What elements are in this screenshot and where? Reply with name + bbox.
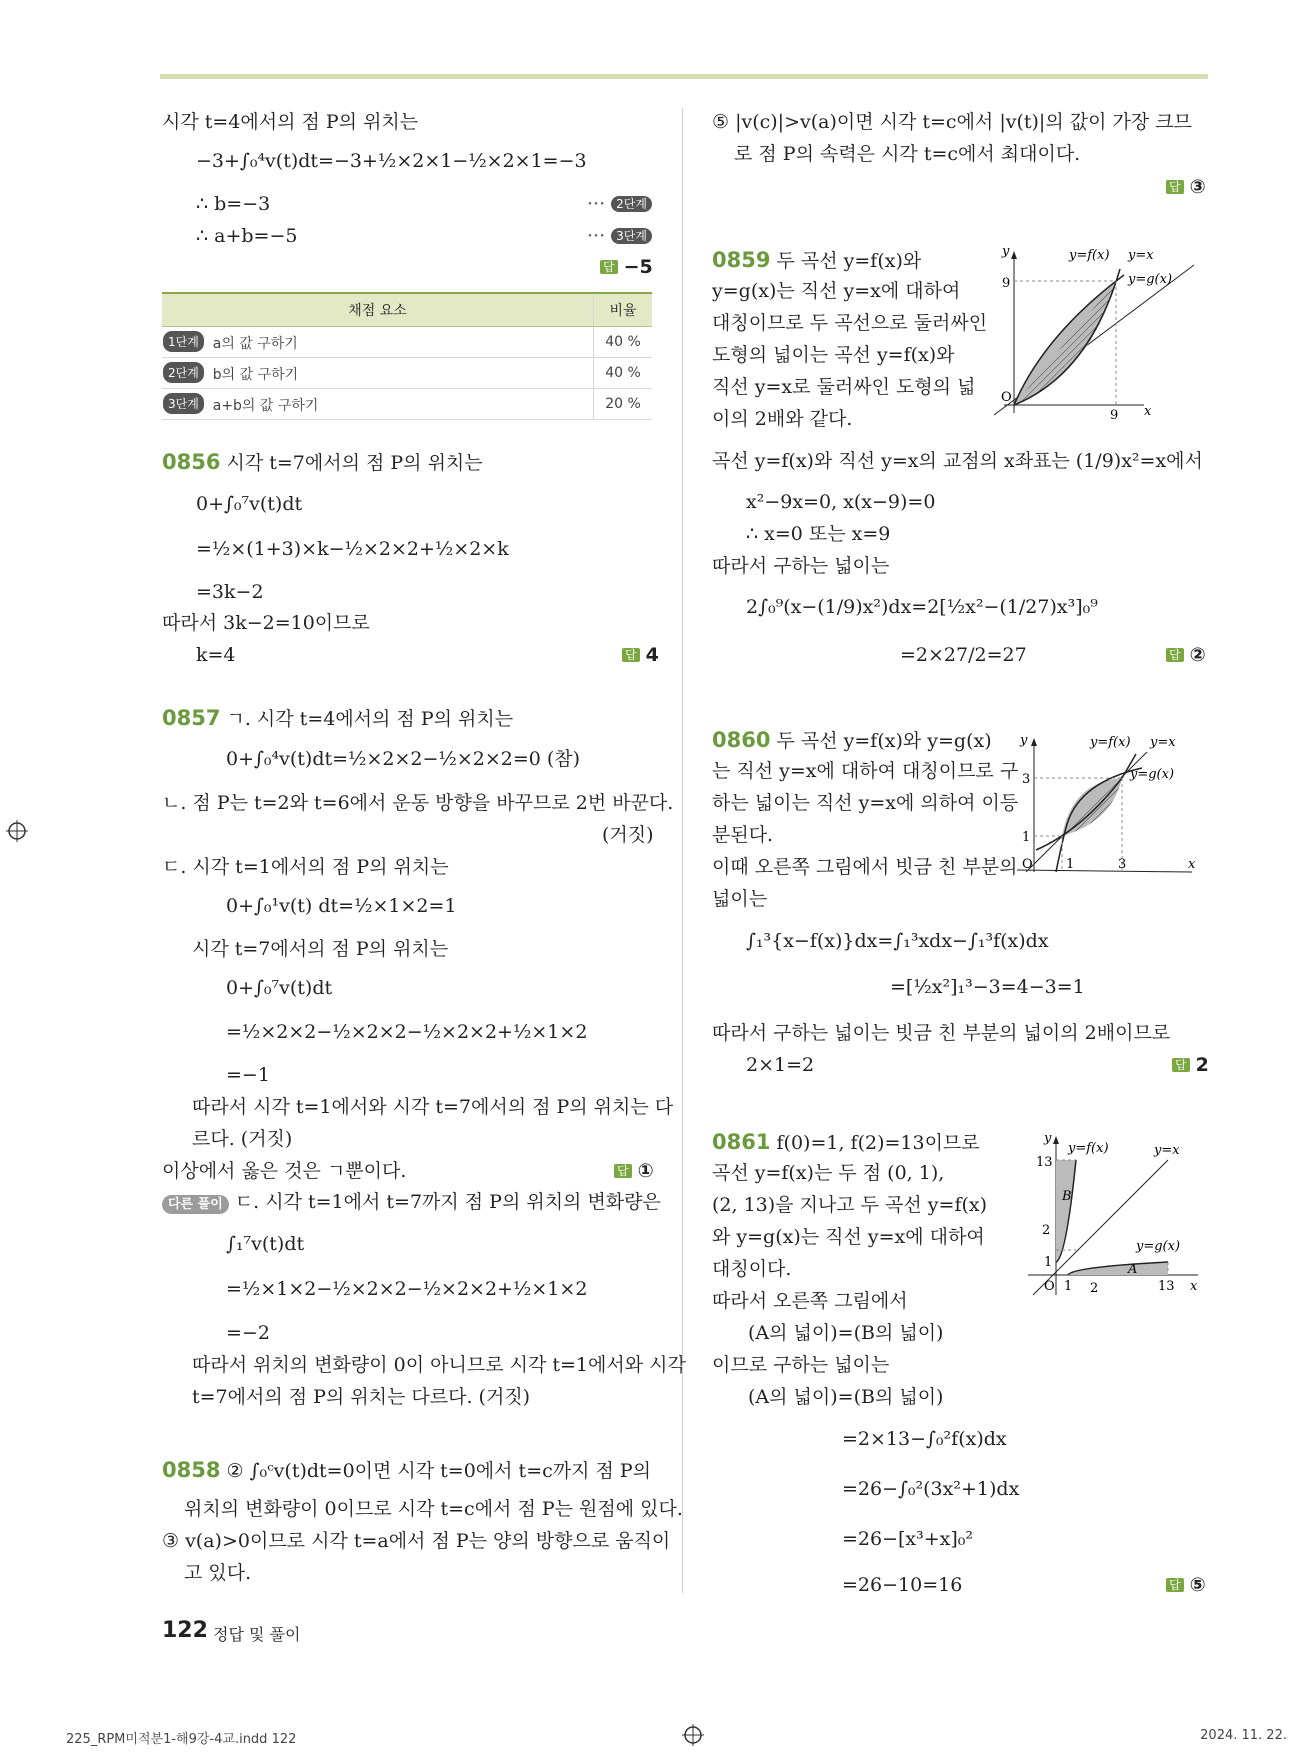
registration-mark-icon — [6, 820, 28, 842]
label-9x: 9 — [1110, 408, 1119, 423]
label-2y: 2 — [1042, 1223, 1051, 1238]
label-gx: y=g(x) — [1128, 272, 1173, 287]
problem-number: 0857 — [162, 706, 221, 730]
answer-badge: 답 — [1166, 180, 1184, 194]
scoring-table — [162, 292, 652, 420]
math-line: 2×1=2 — [746, 1054, 815, 1076]
math-line: =2×13−∫₀²f(x)dx — [842, 1428, 1007, 1450]
text-line: 시각 t=4에서의 점 P의 위치는 — [162, 111, 419, 133]
problem-0859 — [712, 250, 921, 271]
label-y: y — [1044, 1131, 1052, 1146]
problem-0860 — [712, 730, 992, 751]
y-arrow-icon — [1011, 251, 1017, 259]
page-label: 정답 및 풀이 — [213, 1625, 301, 1644]
text-line: 시각 t=7에서의 점 P의 위치는 — [192, 938, 449, 960]
label-origin: O — [1022, 857, 1033, 872]
answer-badge: 답 — [614, 1164, 632, 1178]
text-line: 따라서 위치의 변화량이 0이 아니므로 시각 t=1에서와 시각 — [192, 1354, 686, 1376]
label-origin: O — [1044, 1279, 1055, 1294]
math-line: ∫₁³{x−f(x)}dx=∫₁³xdx−∫₁³f(x)dx — [746, 930, 1049, 952]
table-header: 비율 — [594, 293, 653, 327]
text-line: 이때 오른쪽 그림에서 빗금 친 부분의 — [712, 856, 1018, 878]
label-y: y — [1020, 733, 1028, 748]
page-number: 122 — [162, 1618, 208, 1643]
math-line: k=4 — [196, 644, 236, 666]
math-line: =[½x²]₁³−3=4−3=1 — [890, 976, 1085, 998]
math-line: ∫₁⁷v(t)dt — [226, 1233, 305, 1255]
table-cell: 40 % — [594, 327, 653, 358]
text-line: 대칭이므로 두 곡선으로 둘러싸인 — [712, 312, 988, 334]
label-1x: 1 — [1064, 1279, 1073, 1294]
graph-0860 — [1012, 732, 1208, 872]
text-line: 직선 y=x로 둘러싸인 도형의 넓 — [712, 376, 976, 398]
math-line: ∴ x=0 또는 x=9 — [746, 523, 891, 545]
text-line: 르다. (거짓) — [192, 1128, 293, 1150]
step-marker: ··· 2단계 — [587, 195, 652, 214]
step-marker: ··· 3단계 — [587, 227, 652, 246]
math-line: (A의 넓이)=(B의 넓이) — [748, 1322, 944, 1344]
answer-badge: 답 — [622, 648, 640, 662]
text-line: 는 직선 y=x에 대하여 대칭이므로 구 — [712, 760, 1019, 782]
problem-0856 — [162, 452, 483, 473]
answer — [1166, 646, 1206, 665]
text-line: f(0)=1, f(2)=13이므로 — [776, 1132, 980, 1154]
text-line: 따라서 시각 t=1에서와 시각 t=7에서의 점 P의 위치는 다 — [192, 1096, 674, 1118]
answer-value: ① — [637, 1160, 654, 1182]
step-badge: 3단계 — [611, 228, 652, 244]
alt-solution-badge: 다른 풀이 — [162, 1195, 229, 1214]
problem-number: 0859 — [712, 248, 771, 272]
math-line: 0+∫₀⁷v(t)dt — [226, 977, 333, 999]
text-line: 이의 2배와 같다. — [712, 408, 853, 430]
text-line: 로 점 P의 속력은 시각 t=c에서 최대이다. — [734, 143, 1081, 165]
math-line: ∴ b=−3 — [196, 193, 271, 215]
text-line: 두 곡선 y=f(x)와 y=g(x) — [776, 730, 992, 752]
area-A — [1068, 1262, 1168, 1275]
text-line: 두 곡선 y=f(x)와 — [776, 250, 922, 272]
text-line: 시각 t=7에서의 점 P의 위치는 — [226, 452, 483, 474]
label-yx: y=x — [1150, 735, 1176, 750]
text-line: ㄷ. 시각 t=1에서의 점 P의 위치는 — [162, 856, 449, 878]
label-y: y — [1002, 244, 1010, 259]
text-line: 이상에서 옳은 것은 ㄱ뿐이다. — [162, 1160, 407, 1182]
answer-value: ③ — [1189, 176, 1206, 198]
math-line: =½×2×2−½×2×2−½×2×2+½×1×2 — [226, 1021, 588, 1043]
label-2x: 2 — [1090, 1281, 1099, 1296]
text-line: ㄱ. 시각 t=4에서의 점 P의 위치는 — [226, 708, 514, 730]
label-3x: 3 — [1118, 857, 1127, 872]
problem-0861 — [712, 1132, 980, 1153]
table-cell: a의 값 구하기 — [212, 336, 298, 352]
answer — [600, 258, 653, 277]
math-line: =26−10=16 — [842, 1574, 963, 1596]
text-line: 넓이는 — [712, 888, 768, 910]
text-line: y=g(x)는 직선 y=x에 대하여 — [712, 280, 961, 302]
text-line: 와 y=g(x)는 직선 y=x에 대하여 — [712, 1226, 985, 1248]
label-x: x — [1144, 404, 1152, 419]
answer-badge: 답 — [1166, 1578, 1184, 1592]
label-1y: 1 — [1044, 1255, 1053, 1270]
table-row — [162, 358, 652, 389]
text-line: (거짓) — [602, 824, 654, 846]
step-badge: 3단계 — [163, 393, 204, 414]
math-line: =½×1×2−½×2×2−½×2×2+½×1×2 — [226, 1278, 588, 1300]
text-line: 따라서 구하는 넓이는 빗금 친 부분의 넓이의 2배이므로 — [712, 1022, 1171, 1044]
answer-value: 2 — [1195, 1054, 1209, 1076]
label-9y: 9 — [1002, 276, 1011, 291]
step-badge: 2단계 — [611, 196, 652, 212]
file-slug: 225_RPM미적분1-해9강-4교.indd 122 — [66, 1732, 297, 1747]
text-line: 곡선 y=f(x)와 직선 y=x의 교점의 x좌표는 (1/9)x²=x에서 — [712, 450, 1203, 472]
math-line: −3+∫₀⁴v(t)dt=−3+½×2×1−½×2×1=−3 — [196, 150, 587, 172]
label-13x: 13 — [1158, 1279, 1175, 1294]
answer — [1166, 178, 1206, 197]
math-line: =−2 — [226, 1322, 270, 1344]
math-line: (A의 넓이)=(B의 넓이) — [748, 1386, 944, 1408]
step-badge: 1단계 — [163, 331, 204, 352]
label-origin: O — [1001, 390, 1012, 405]
text-line: 따라서 3k−2=10이므로 — [162, 612, 370, 634]
answer — [1166, 1576, 1206, 1595]
math-line: 0+∫₀⁷v(t)dt — [196, 493, 303, 515]
table-cell: a+b의 값 구하기 — [212, 398, 319, 414]
alt-solution — [162, 1193, 661, 1214]
table-cell: 20 % — [594, 389, 653, 420]
registration-mark-icon — [682, 1724, 704, 1746]
answer-value: −5 — [623, 256, 653, 278]
math-line: =26−∫₀²(3x²+1)dx — [842, 1478, 1020, 1500]
text-line: 하는 넓이는 직선 y=x에 의하여 이등 — [712, 792, 1019, 814]
problem-0857 — [162, 708, 513, 729]
text-line: 분된다. — [712, 824, 774, 846]
problem-number: 0860 — [712, 728, 771, 752]
text-line: ⑤ |v(c)|>v(a)이면 시각 t=c에서 |v(t)|의 값이 가장 크므 — [712, 111, 1192, 133]
table-cell: b의 값 구하기 — [212, 367, 299, 383]
math-line: 0+∫₀¹v(t) dt=½×1×2=1 — [226, 895, 457, 917]
math-line: 0+∫₀⁴v(t)dt=½×2×2−½×2×2=0 (참) — [226, 748, 581, 770]
label-gx: y=g(x) — [1130, 767, 1175, 782]
text-line: (2, 13)을 지나고 두 곡선 y=f(x) — [712, 1194, 988, 1216]
problem-number: 0861 — [712, 1130, 771, 1154]
label-fx: y=f(x) — [1090, 735, 1131, 750]
problem-number: 0858 — [162, 1458, 221, 1482]
text-line: ③ v(a)>0이므로 시각 t=a에서 점 P는 양의 방향으로 움직이 — [162, 1530, 671, 1552]
text-line: 고 있다. — [184, 1562, 252, 1584]
label-A: A — [1128, 1262, 1138, 1277]
text-line: 따라서 오른쪽 그림에서 — [712, 1290, 908, 1312]
table-cell: 40 % — [594, 358, 653, 389]
math-line: =26−[x³+x]₀² — [842, 1528, 974, 1550]
area-B — [1056, 1160, 1076, 1262]
math-line: 2∫₀⁹(x−(1/9)x²)dx=2[½x²−(1/27)x³]₀⁹ — [746, 596, 1098, 618]
problem-0858 — [162, 1460, 651, 1481]
math-line: ∴ a+b=−5 — [196, 225, 298, 247]
label-13y: 13 — [1036, 1155, 1053, 1170]
label-gx: y=g(x) — [1136, 1239, 1181, 1254]
table-header: 채점 요소 — [162, 293, 594, 327]
step-badge: 2단계 — [163, 362, 204, 383]
answer — [1172, 1056, 1209, 1075]
label-1y: 1 — [1022, 830, 1031, 845]
problem-number: 0856 — [162, 450, 221, 474]
label-x: x — [1188, 857, 1196, 872]
answer-badge: 답 — [600, 260, 618, 274]
text-line: ㄴ. 점 P는 t=2와 t=6에서 운동 방향을 바꾸므로 2번 바꾼다. — [162, 792, 674, 814]
answer-value: 4 — [645, 644, 659, 666]
x-axis — [1017, 870, 1192, 872]
math-line: =½×(1+3)×k−½×2×2+½×2×k — [196, 538, 509, 560]
answer — [614, 1162, 654, 1181]
date-slug: 2024. 11. 22. — [1200, 1728, 1287, 1743]
answer-badge: 답 — [1166, 648, 1184, 662]
graph-0861 — [1028, 1130, 1208, 1300]
text-line: t=7에서의 점 P의 위치는 다르다. (거짓) — [192, 1386, 531, 1408]
math-line: =3k−2 — [196, 581, 264, 603]
text-line: 도형의 넓이는 곡선 y=f(x)와 — [712, 344, 955, 366]
y-arrow-icon — [1031, 738, 1037, 746]
table-row — [162, 389, 652, 420]
label-x: x — [1190, 1279, 1198, 1294]
text-line: 곡선 y=f(x)는 두 점 (0, 1), — [712, 1162, 945, 1184]
label-fx: y=f(x) — [1069, 248, 1110, 263]
y-arrow-icon — [1053, 1136, 1059, 1144]
answer-value: ⑤ — [1189, 1574, 1206, 1596]
label-B: B — [1062, 1189, 1072, 1204]
table-row — [162, 327, 652, 358]
label-yx: y=x — [1128, 248, 1154, 263]
answer — [622, 646, 659, 665]
top-rule — [160, 74, 1208, 79]
label-3y: 3 — [1022, 772, 1031, 787]
text-line: ② ∫₀ᶜv(t)dt=0이면 시각 t=0에서 t=c까지 점 P의 — [226, 1460, 652, 1482]
label-fx: y=f(x) — [1068, 1141, 1109, 1156]
text-line: 위치의 변화량이 0이므로 시각 t=c에서 점 P는 원점에 있다. — [184, 1498, 683, 1520]
answer-badge: 답 — [1172, 1058, 1190, 1072]
math-line: x²−9x=0, x(x−9)=0 — [746, 491, 936, 513]
text-line: 이므로 구하는 넓이는 — [712, 1354, 890, 1376]
label-1x: 1 — [1066, 857, 1075, 872]
math-line: =−1 — [226, 1064, 270, 1086]
label-yx: y=x — [1154, 1143, 1180, 1158]
answer-value: ② — [1189, 644, 1206, 666]
math-line: =2×27/2=27 — [900, 644, 1027, 666]
text-line: ㄷ. 시각 t=1에서 t=7까지 점 P의 위치의 변화량은 — [234, 1191, 661, 1213]
text-line: 따라서 구하는 넓이는 — [712, 555, 890, 577]
graph-0859 — [994, 244, 1208, 423]
text-line: 대칭이다. — [712, 1258, 792, 1280]
